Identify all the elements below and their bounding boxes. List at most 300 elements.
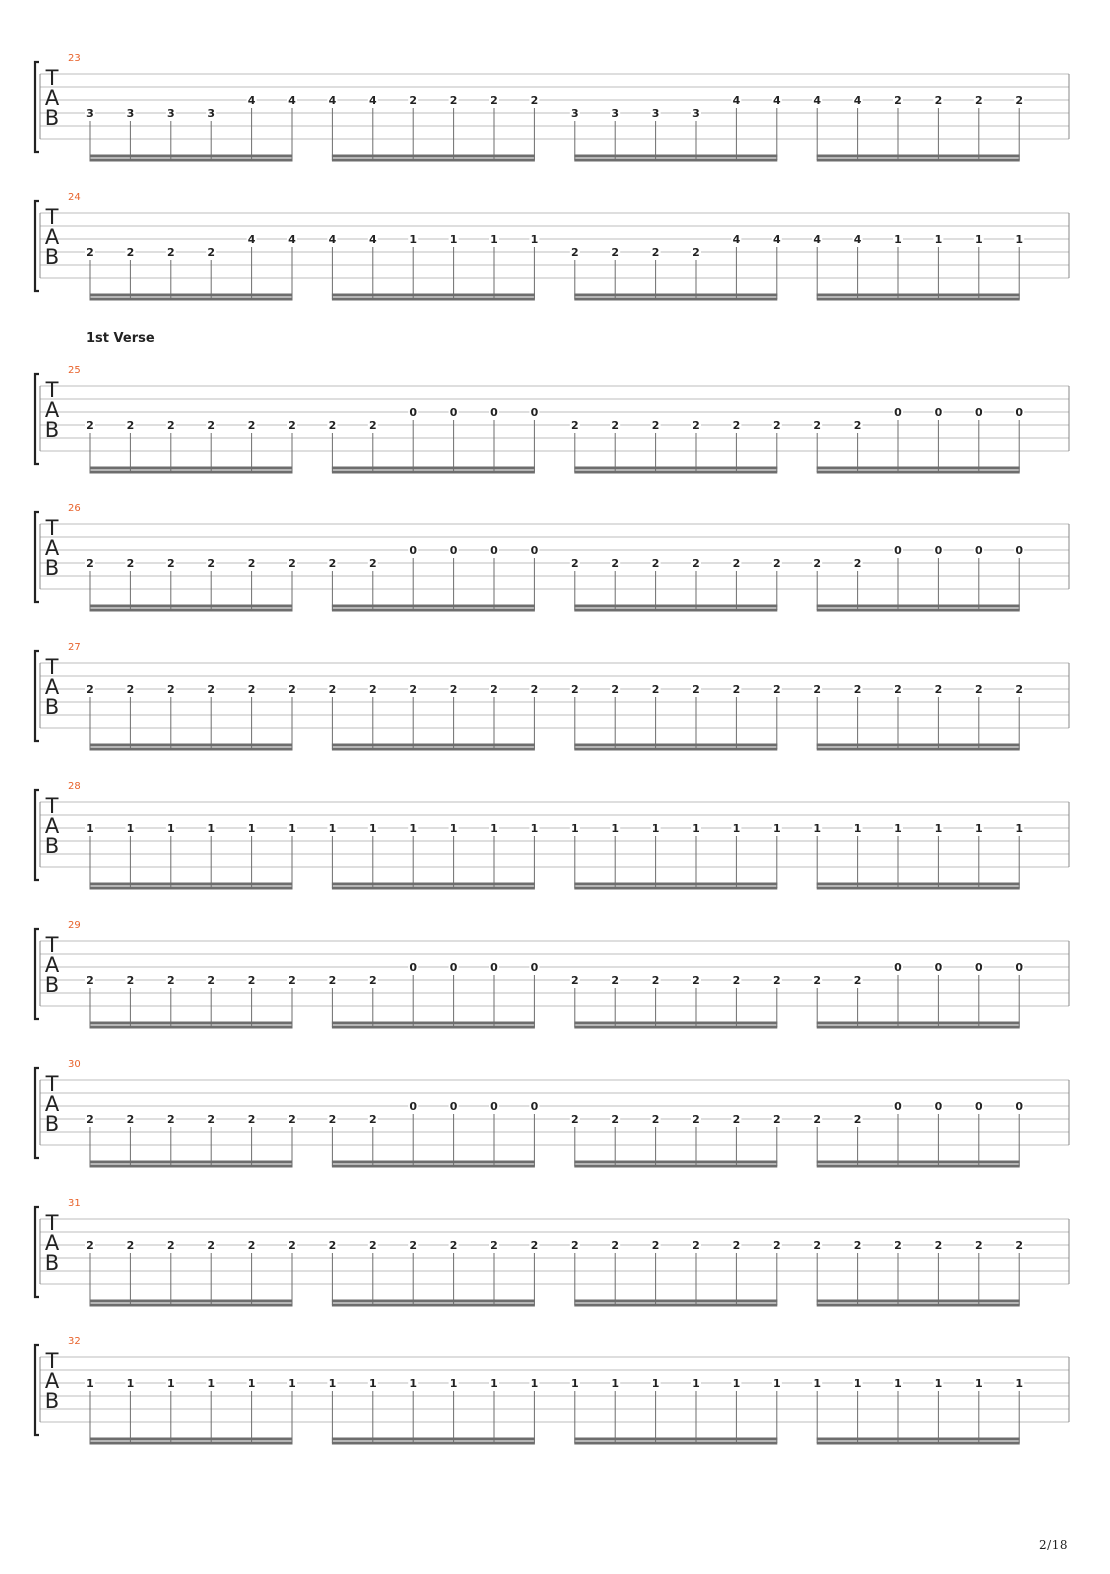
fret-number: 1 (772, 822, 781, 835)
fret-number: 0 (490, 544, 498, 557)
tab-clef-letter: A (44, 675, 60, 699)
fret-number: 2 (86, 557, 94, 570)
fret-number: 0 (1015, 406, 1024, 419)
measure-number: 31 (68, 1198, 81, 1209)
tab-clef-letter: B (44, 834, 60, 858)
fret-number: 1 (86, 1377, 94, 1390)
beam (574, 1300, 777, 1303)
fret-number: 3 (692, 107, 700, 120)
fret-number: 2 (651, 974, 660, 987)
fret-number: 1 (449, 822, 458, 835)
system-bracket (35, 1207, 39, 1297)
fret-number: 4 (813, 94, 822, 107)
fret-number: 0 (530, 1100, 539, 1113)
tab-clef-letter: T (45, 933, 59, 957)
fret-number: 2 (126, 974, 135, 987)
beam (90, 1304, 293, 1307)
beam (817, 1442, 1020, 1445)
system-bracket (35, 929, 39, 1019)
fret-number: 0 (449, 544, 458, 557)
fret-number: 2 (934, 94, 943, 107)
fret-number: 2 (651, 1239, 660, 1252)
fret-number: 1 (692, 822, 700, 835)
fret-number: 2 (974, 683, 983, 696)
beam (90, 605, 293, 608)
tab-clef-letter: A (44, 1369, 60, 1393)
fret-number: 1 (166, 822, 175, 835)
fret-number: 2 (853, 683, 862, 696)
fret-number: 2 (288, 974, 296, 987)
fret-number: 0 (1015, 961, 1024, 974)
fret-number: 2 (288, 419, 296, 432)
fret-number: 1 (974, 822, 983, 835)
fret-number: 2 (409, 683, 418, 696)
fret-number: 1 (530, 1377, 539, 1390)
fret-number: 3 (651, 107, 660, 120)
beam (817, 1304, 1020, 1307)
fret-number: 1 (328, 822, 337, 835)
fret-number: 2 (611, 683, 620, 696)
fret-number: 2 (1015, 683, 1024, 696)
beam (574, 155, 777, 158)
fret-number: 2 (651, 246, 660, 259)
fret-number: 0 (974, 406, 983, 419)
fret-number: 1 (570, 822, 579, 835)
beam (90, 744, 293, 747)
fret-number: 1 (894, 1377, 902, 1390)
beam (817, 748, 1020, 751)
fret-number: 1 (934, 1377, 943, 1390)
fret-number: 0 (530, 406, 539, 419)
fret-number: 2 (409, 1239, 418, 1252)
fret-number: 2 (570, 557, 579, 570)
fret-number: 4 (368, 94, 377, 107)
fret-number: 2 (368, 974, 377, 987)
fret-number: 2 (86, 1113, 94, 1126)
fret-number: 2 (288, 1239, 296, 1252)
fret-number: 0 (894, 961, 902, 974)
fret-number: 2 (247, 1239, 256, 1252)
fret-number: 2 (207, 683, 216, 696)
fret-number: 2 (449, 1239, 458, 1252)
beam (574, 471, 777, 474)
fret-number: 1 (1015, 1377, 1024, 1390)
fret-number: 2 (166, 246, 175, 259)
tab-clef-letter: A (44, 953, 60, 977)
fret-number: 4 (772, 94, 781, 107)
beam (332, 1022, 535, 1025)
fret-number: 0 (934, 406, 943, 419)
beam (817, 298, 1020, 301)
fret-number: 2 (86, 683, 94, 696)
beam (90, 1165, 293, 1168)
fret-number: 1 (288, 822, 296, 835)
tab-clef-letter: B (44, 1251, 60, 1275)
fret-number: 2 (368, 1239, 377, 1252)
fret-number: 0 (934, 1100, 943, 1113)
fret-number: 2 (1015, 1239, 1024, 1252)
fret-number: 2 (288, 557, 296, 570)
beam (332, 294, 535, 297)
fret-number: 4 (772, 233, 781, 246)
system-bracket (35, 790, 39, 880)
beam (90, 298, 293, 301)
beam (574, 605, 777, 608)
fret-number: 2 (611, 246, 620, 259)
fret-number: 2 (328, 419, 337, 432)
fret-number: 4 (288, 233, 296, 246)
system-bracket (35, 651, 39, 741)
fret-number: 2 (288, 683, 296, 696)
fret-number: 2 (853, 419, 862, 432)
fret-number: 2 (772, 974, 781, 987)
fret-number: 2 (490, 683, 498, 696)
fret-number: 2 (247, 683, 256, 696)
fret-number: 2 (490, 94, 498, 107)
fret-number: 1 (449, 233, 458, 246)
beam (817, 1022, 1020, 1025)
beam (817, 471, 1020, 474)
beam (332, 1438, 535, 1441)
beam (90, 471, 293, 474)
fret-number: 2 (409, 94, 418, 107)
beam (574, 1304, 777, 1307)
tab-clef-letter: B (44, 695, 60, 719)
fret-number: 3 (86, 107, 94, 120)
fret-number: 2 (207, 246, 216, 259)
beam (332, 1300, 535, 1303)
fret-number: 1 (894, 822, 902, 835)
beam (90, 748, 293, 751)
fret-number: 2 (530, 94, 539, 107)
fret-number: 2 (449, 683, 458, 696)
system-bracket (35, 62, 39, 152)
beam (574, 883, 777, 886)
beam (90, 609, 293, 612)
fret-number: 2 (126, 557, 135, 570)
beam (332, 298, 535, 301)
fret-number: 2 (166, 557, 175, 570)
beam (332, 155, 535, 158)
fret-number: 0 (449, 1100, 458, 1113)
beam (574, 294, 777, 297)
fret-number: 2 (166, 419, 175, 432)
fret-number: 3 (611, 107, 620, 120)
fret-number: 2 (126, 246, 135, 259)
fret-number: 2 (328, 683, 337, 696)
fret-number: 4 (288, 94, 296, 107)
fret-number: 1 (409, 822, 418, 835)
fret-number: 0 (974, 961, 983, 974)
fret-number: 0 (490, 406, 498, 419)
fret-number: 1 (328, 1377, 337, 1390)
beam (90, 159, 293, 162)
tab-clef-letter: B (44, 245, 60, 269)
fret-number: 1 (732, 822, 741, 835)
fret-number: 2 (86, 1239, 94, 1252)
fret-number: 2 (813, 683, 822, 696)
beam (574, 1022, 777, 1025)
fret-number: 2 (328, 1113, 337, 1126)
system-bracket (35, 1068, 39, 1158)
beam (817, 467, 1020, 470)
beam (574, 609, 777, 612)
fret-number: 2 (126, 683, 135, 696)
fret-number: 1 (490, 1377, 498, 1390)
fret-number: 4 (328, 233, 337, 246)
measure-number: 24 (68, 192, 81, 203)
fret-number: 2 (328, 1239, 337, 1252)
fret-number: 1 (368, 1377, 377, 1390)
beam (817, 1161, 1020, 1164)
tab-clef-letter: B (44, 1112, 60, 1136)
fret-number: 2 (570, 683, 579, 696)
fret-number: 1 (813, 1377, 822, 1390)
tab-clef-letter: T (45, 66, 59, 90)
fret-number: 2 (611, 557, 620, 570)
tab-clef-letter: B (44, 973, 60, 997)
beam (90, 294, 293, 297)
tab-clef-letter: T (45, 655, 59, 679)
fret-number: 4 (853, 233, 862, 246)
fret-number: 2 (934, 1239, 943, 1252)
fret-number: 2 (934, 683, 943, 696)
measure-number: 29 (68, 920, 81, 931)
beam (332, 609, 535, 612)
fret-number: 0 (1015, 544, 1024, 557)
beam (90, 1438, 293, 1441)
beam (332, 471, 535, 474)
beam (574, 467, 777, 470)
fret-number: 2 (247, 1113, 256, 1126)
fret-number: 2 (570, 974, 579, 987)
fret-number: 2 (813, 557, 822, 570)
fret-number: 2 (732, 419, 741, 432)
fret-number: 2 (126, 419, 135, 432)
beam (817, 294, 1020, 297)
measure-number: 32 (68, 1336, 81, 1347)
tab-clef-letter: T (45, 1349, 59, 1373)
fret-number: 2 (288, 1113, 296, 1126)
fret-number: 2 (86, 419, 94, 432)
fret-number: 4 (813, 233, 822, 246)
fret-number: 2 (813, 1239, 822, 1252)
beam (574, 1161, 777, 1164)
fret-number: 4 (732, 94, 741, 107)
beam (574, 748, 777, 751)
tab-clef-letter: A (44, 1092, 60, 1116)
fret-number: 1 (611, 822, 620, 835)
fret-number: 4 (732, 233, 741, 246)
fret-number: 1 (247, 822, 256, 835)
fret-number: 1 (207, 822, 216, 835)
beam (574, 1165, 777, 1168)
fret-number: 2 (853, 1113, 862, 1126)
beam (817, 744, 1020, 747)
fret-number: 2 (368, 557, 377, 570)
fret-number: 1 (288, 1377, 296, 1390)
tab-clef-letter: B (44, 418, 60, 442)
fret-number: 2 (1015, 94, 1024, 107)
fret-number: 2 (813, 419, 822, 432)
fret-number: 2 (570, 1113, 579, 1126)
fret-number: 2 (247, 419, 256, 432)
beam (574, 744, 777, 747)
fret-number: 4 (247, 233, 256, 246)
fret-number: 1 (368, 822, 377, 835)
measure-number: 25 (68, 365, 81, 376)
fret-number: 2 (894, 94, 902, 107)
beam (817, 605, 1020, 608)
beam (817, 155, 1020, 158)
fret-number: 1 (651, 822, 660, 835)
beam (90, 887, 293, 890)
fret-number: 2 (570, 1239, 579, 1252)
fret-number: 2 (328, 557, 337, 570)
fret-number: 0 (974, 1100, 983, 1113)
fret-number: 2 (772, 1113, 781, 1126)
fret-number: 0 (894, 406, 902, 419)
fret-number: 1 (934, 822, 943, 835)
beam (817, 1438, 1020, 1441)
fret-number: 1 (732, 1377, 741, 1390)
fret-number: 0 (934, 961, 943, 974)
fret-number: 1 (692, 1377, 700, 1390)
beam (90, 1161, 293, 1164)
fret-number: 2 (166, 974, 175, 987)
fret-number: 2 (692, 1239, 700, 1252)
fret-number: 2 (732, 683, 741, 696)
fret-number: 1 (207, 1377, 216, 1390)
tab-clef-letter: A (44, 225, 60, 249)
fret-number: 2 (894, 683, 902, 696)
fret-number: 2 (126, 1113, 135, 1126)
beam (332, 883, 535, 886)
page-number: 2/18 (1039, 1538, 1068, 1552)
fret-number: 1 (449, 1377, 458, 1390)
beam (332, 1442, 535, 1445)
fret-number: 2 (368, 1113, 377, 1126)
measure-number: 30 (68, 1059, 81, 1070)
tab-clef-letter: A (44, 1231, 60, 1255)
beam (332, 1165, 535, 1168)
fret-number: 2 (813, 1113, 822, 1126)
measure-number: 26 (68, 503, 81, 514)
fret-number: 2 (692, 419, 700, 432)
fret-number: 0 (530, 961, 539, 974)
fret-number: 2 (651, 419, 660, 432)
fret-number: 2 (732, 1113, 741, 1126)
beam (332, 159, 535, 162)
tab-clef-letter: B (44, 106, 60, 130)
fret-number: 0 (409, 544, 418, 557)
fret-number: 2 (692, 557, 700, 570)
measure-number: 23 (68, 53, 81, 64)
fret-number: 0 (409, 406, 418, 419)
fret-number: 2 (166, 683, 175, 696)
fret-number: 1 (934, 233, 943, 246)
fret-number: 2 (651, 1113, 660, 1126)
beam (332, 1161, 535, 1164)
fret-number: 2 (651, 557, 660, 570)
fret-number: 2 (611, 1239, 620, 1252)
system-bracket (35, 512, 39, 602)
tab-clef-letter: T (45, 1072, 59, 1096)
fret-number: 0 (894, 544, 902, 557)
fret-number: 2 (86, 974, 94, 987)
beam (817, 1300, 1020, 1303)
fret-number: 2 (368, 419, 377, 432)
fret-number: 1 (530, 822, 539, 835)
fret-number: 1 (166, 1377, 175, 1390)
tab-clef-letter: A (44, 814, 60, 838)
fret-number: 2 (772, 557, 781, 570)
fret-number: 2 (247, 557, 256, 570)
fret-number: 1 (772, 1377, 781, 1390)
fret-number: 1 (409, 1377, 418, 1390)
fret-number: 1 (1015, 233, 1024, 246)
fret-number: 2 (772, 419, 781, 432)
fret-number: 1 (247, 1377, 256, 1390)
beam (574, 887, 777, 890)
fret-number: 0 (409, 1100, 418, 1113)
tab-clef-letter: B (44, 1389, 60, 1413)
fret-number: 2 (86, 246, 94, 259)
beam (332, 1026, 535, 1029)
fret-number: 2 (328, 974, 337, 987)
fret-number: 0 (894, 1100, 902, 1113)
beam (817, 883, 1020, 886)
beam (332, 744, 535, 747)
fret-number: 1 (651, 1377, 660, 1390)
fret-number: 2 (611, 1113, 620, 1126)
beam (574, 298, 777, 301)
fret-number: 1 (126, 1377, 135, 1390)
beam (817, 609, 1020, 612)
fret-number: 2 (692, 246, 700, 259)
fret-number: 2 (974, 1239, 983, 1252)
fret-number: 1 (570, 1377, 579, 1390)
fret-number: 2 (894, 1239, 902, 1252)
tab-clef-letter: T (45, 1211, 59, 1235)
fret-number: 1 (86, 822, 94, 835)
beam (332, 467, 535, 470)
fret-number: 1 (894, 233, 902, 246)
beam (332, 748, 535, 751)
beam (90, 1300, 293, 1303)
tab-clef-letter: A (44, 398, 60, 422)
beam (332, 887, 535, 890)
fret-number: 2 (126, 1239, 135, 1252)
fret-number: 4 (853, 94, 862, 107)
beam (574, 1026, 777, 1029)
fret-number: 1 (853, 1377, 862, 1390)
beam (90, 883, 293, 886)
fret-number: 0 (1015, 1100, 1024, 1113)
beam (817, 887, 1020, 890)
fret-number: 2 (207, 419, 216, 432)
fret-number: 1 (409, 233, 418, 246)
fret-number: 0 (974, 544, 983, 557)
fret-number: 2 (692, 683, 700, 696)
fret-number: 0 (490, 961, 498, 974)
fret-number: 2 (853, 974, 862, 987)
fret-number: 2 (732, 557, 741, 570)
fret-number: 0 (449, 406, 458, 419)
fret-number: 1 (490, 822, 498, 835)
fret-number: 1 (126, 822, 135, 835)
fret-number: 2 (247, 974, 256, 987)
